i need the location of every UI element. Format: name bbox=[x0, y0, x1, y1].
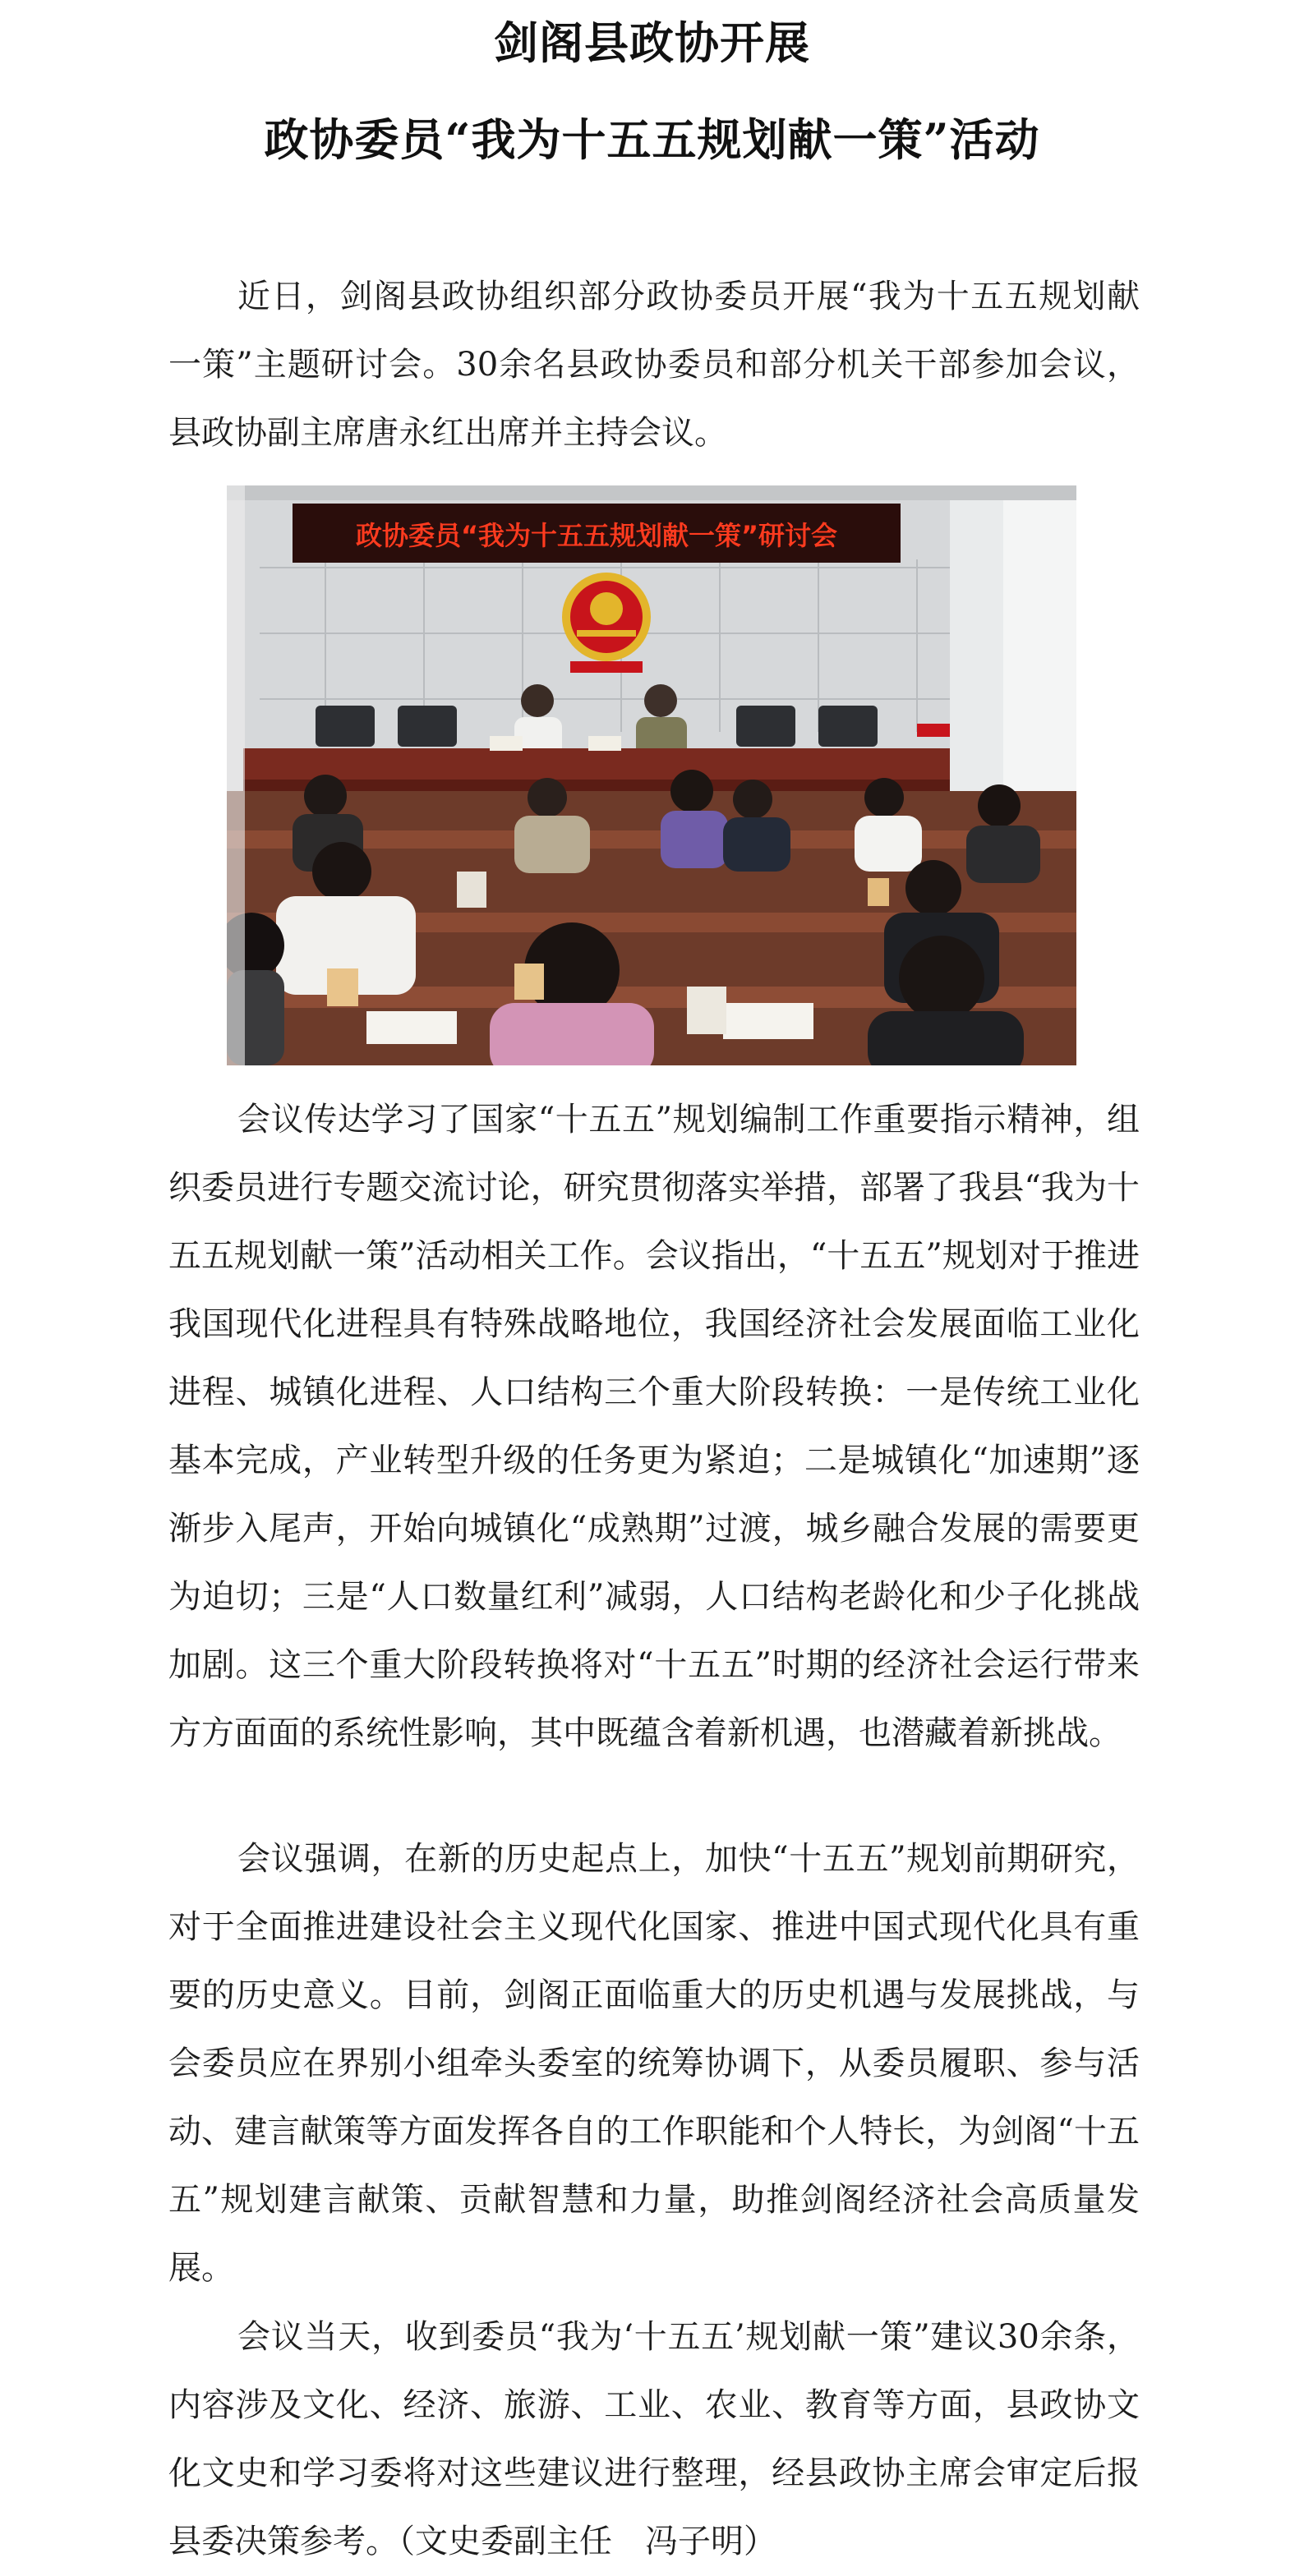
article-title-line-1: 剑阁县政协开展 bbox=[494, 16, 810, 69]
paragraph-meeting-emphasis: 会议强调，在新的历史起点上，加快“十五五”规划前期研究，对于全面推进建设社会主义现代化国家、推进中国式现代化具有重要的历史意义。目前，剑阁正面临重大的历史机遇与发展挑战，与会委员应在界别小组牵头委室的统筹协调下，从委员履职、参与活动、建言献策等方面发挥各自的工作职能和个人特长，为剑阁“十五五”规划建言献策、贡献智慧和力量，助推剑阁经济社会高质量发展。 bbox=[168, 1840, 1140, 2287]
paragraph-meeting-content: 会议传达学习了国家“十五五”规划编制工作重要指示精神，组织委员进行专题交流讨论，研究贯彻落实举措，部署了我县“我为十五五规划献一策”活动相关工作。会议指出，“十五五”规划对于推进我国现代化进程具有特殊战略地位，我国经济社会发展面临工业化进程、城镇化进程、人口结构三个重大阶段转换：一是传统工业化基本完成，产业转型升级的任务更为紧迫；二是城镇化“加速期”逐渐步入尾声，开始向城镇化“成熟期”过渡，城乡融合发展的需要更为迫切；三是“人口数量红利”减弱，人口结构老龄化和少子化挑战加剧。这三个重大阶段转换将对“十五五”时期的经济社会运行带来方方面面的系统性影响，其中既蕴含着新机遇，也潜藏着新挑战。 bbox=[168, 1101, 1140, 1752]
paragraph-suggestions: 会议当天，收到委员“我为‘十五五’规划献一策”建议30余条，内容涉及文化、经济、旅游、工业、农业、教育等方面，县政协文化文史和学习委将对这些建议进行整理，经县政协主席会审定后报县委决策参考。（文史委副主任 冯子明） bbox=[168, 2318, 1140, 2560]
meeting-photo bbox=[227, 485, 1076, 1065]
banner-text: 政协委员“我为十五五规划献一策”研讨会 bbox=[355, 520, 838, 551]
article-title-line-2: 政协委员“我为十五五规划献一策”活动 bbox=[264, 113, 1040, 166]
paragraph-intro: 近日，剑阁县政协组织部分政协委员开展“我为十五五规划献一策”主题研讨会。30余名县政协委员和部分机关干部参加会议，县政协副主席唐永红出席并主持会议。 bbox=[168, 278, 1140, 452]
